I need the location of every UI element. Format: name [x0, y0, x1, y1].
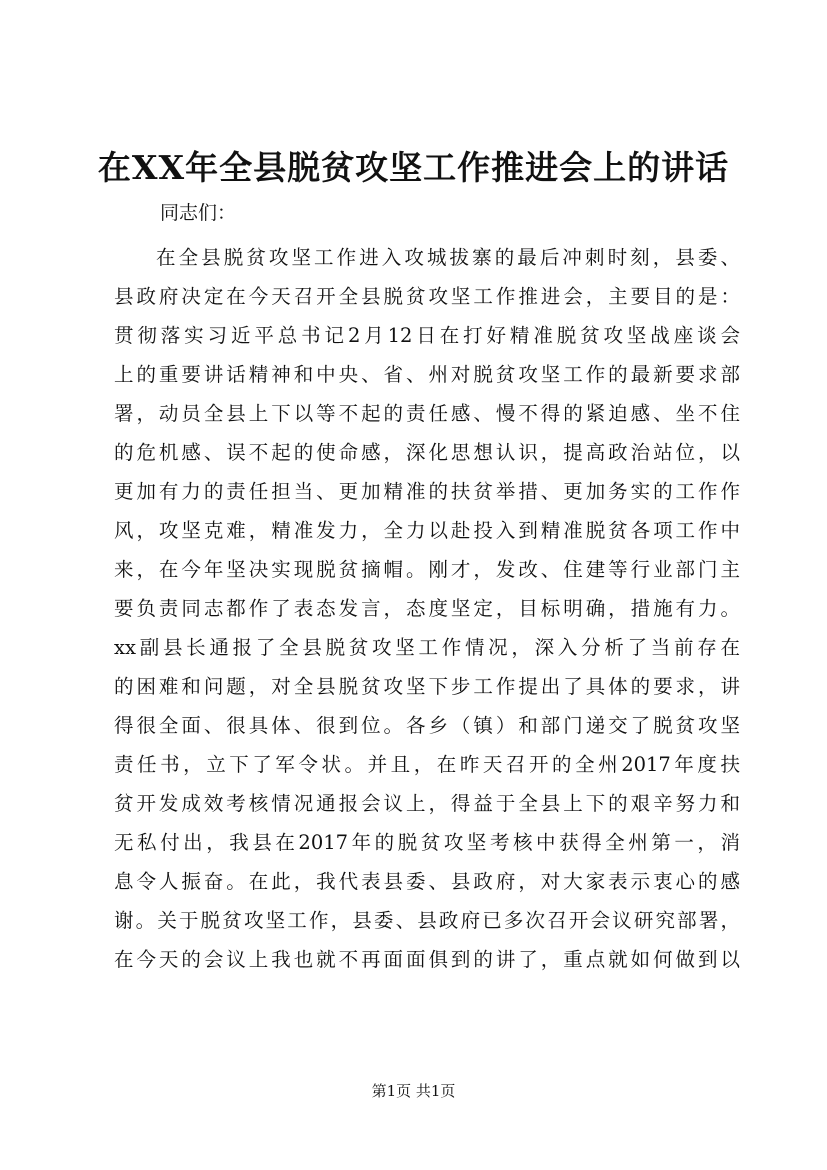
- paragraph-line: 贯彻落实习近平总书记2月12日在打好精准脱贫攻坚战座谈会: [114, 324, 740, 347]
- salutation: 同志们：: [160, 202, 237, 224]
- paragraph-line: 要负责同志都作了表态发言，态度坚定，目标明确，措施有力。: [114, 597, 740, 620]
- paragraph-line: xx副县长通报了全县脱贫攻坚工作情况，深入分析了当前存在: [114, 636, 740, 659]
- paragraph-line: 得很全面、很具体、很到位。各乡（镇）和部门递交了脱贫攻坚: [114, 714, 740, 737]
- paragraph-line: 风，攻坚克难，精准发力，全力以赴投入到精准脱贫各项工作中: [114, 519, 740, 542]
- paragraph-line: 息令人振奋。在此，我代表县委、县政府，对大家表示衷心的感: [114, 870, 740, 893]
- paragraph-line: 的困难和问题，对全县脱贫攻坚下步工作提出了具体的要求，讲: [114, 675, 740, 698]
- paragraph-line: 无私付出，我县在2017年的脱贫攻坚考核中获得全州第一，消: [114, 831, 740, 854]
- paragraph-line: 县政府决定在今天召开全县脱贫攻坚工作推进会，主要目的是：: [114, 285, 740, 308]
- document-title: 在XX年全县脱贫攻坚工作推进会上的讲话: [97, 148, 730, 187]
- page-number-footer: 第1页 共1页: [371, 1082, 456, 1100]
- paragraph-line: 在今天的会议上我也就不再面面俱到的讲了，重点就如何做到以: [114, 948, 740, 971]
- paragraph-line: 署，动员全县上下以等不起的责任感、慢不得的紧迫感、坐不住: [114, 402, 740, 425]
- paragraph-line: 更加有力的责任担当、更加精准的扶贫举措、更加务实的工作作: [114, 480, 740, 503]
- paragraph-line: 来，在今年坚决实现脱贫摘帽。刚才，发改、住建等行业部门主: [114, 558, 740, 581]
- body-paragraph: [114, 238, 740, 979]
- paragraph-line: 责任书，立下了军令状。并且，在昨天召开的全州2017年度扶: [114, 753, 740, 776]
- paragraph-line: 的危机感、误不起的使命感，深化思想认识，提高政治站位，以: [114, 441, 740, 464]
- paragraph-line: 在全县脱贫攻坚工作进入攻城拔寨的最后冲刺时刻，县委、: [156, 246, 740, 269]
- paragraph-line: 上的重要讲话精神和中央、省、州对脱贫攻坚工作的最新要求部: [114, 363, 740, 386]
- paragraph-line: 贫开发成效考核情况通报会议上，得益于全县上下的艰辛努力和: [114, 792, 740, 815]
- paragraph-line: 谢。关于脱贫攻坚工作，县委、县政府已多次召开会议研究部署，: [114, 909, 740, 932]
